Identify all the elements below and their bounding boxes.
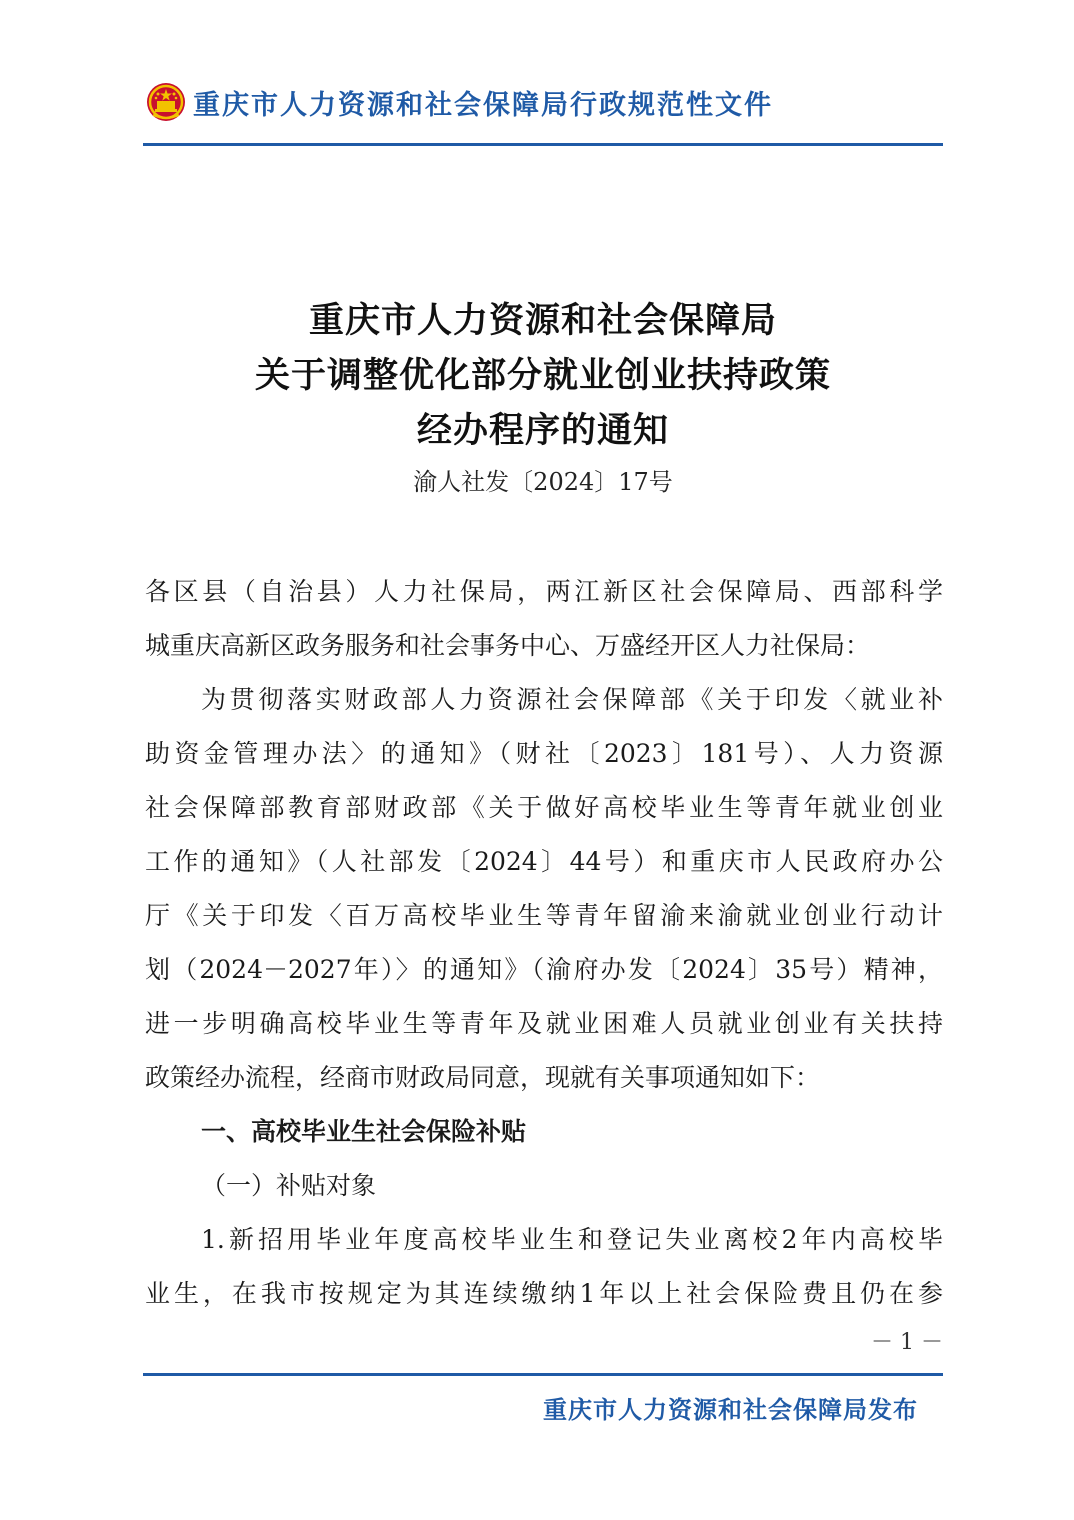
- document-title-line: 经办程序的通知: [416, 410, 669, 451]
- document-title-line: 重庆市人力资源和社会保障局: [308, 300, 777, 341]
- header-divider: [143, 143, 943, 146]
- body-line: 工作的通知》（人社部发〔2024〕44号）和重庆市人民政府办公: [145, 847, 943, 876]
- subsection-heading: （一）补贴对象: [201, 1171, 377, 1200]
- national-emblem-icon: [145, 81, 187, 123]
- page-number: － 1 －: [871, 1330, 943, 1355]
- body-line: 各区县（自治县）人力社保局，两江新区社会保障局、西部科学: [145, 577, 943, 606]
- footer-divider: [143, 1373, 943, 1376]
- body-line: 城重庆高新区政务服务和社会事务中心、万盛经开区人力社保局：: [145, 631, 871, 660]
- body-line: 厅《关于印发〈百万高校毕业生等青年留渝来渝就业创业行动计: [145, 901, 943, 930]
- body-line: 业生，在我市按规定为其连续缴纳1年以上社会保险费且仍在参: [145, 1279, 943, 1308]
- body-line: 进一步明确高校毕业生等青年及就业困难人员就业创业有关扶持: [145, 1009, 943, 1038]
- header-title: 重庆市人力资源和社会保障局行政规范性文件: [193, 89, 773, 121]
- body-line: 助资金管理办法〉的通知》（财社〔2023〕181号）、人力资源: [145, 739, 943, 768]
- document-number: 渝人社发〔2024〕17号: [413, 468, 673, 496]
- document-header: [145, 78, 945, 126]
- body-line: 1.新招用毕业年度高校毕业生和登记失业离校2年内高校毕: [201, 1225, 943, 1254]
- document-title-line: 关于调整优化部分就业创业扶持政策: [254, 355, 831, 396]
- document-body: [145, 565, 943, 1321]
- body-line: 政策经办流程，经商市财政局同意，现就有关事项通知如下：: [145, 1063, 821, 1092]
- document-title: [143, 293, 943, 458]
- section-heading: 一、高校毕业生社会保险补贴: [201, 1117, 527, 1146]
- body-line: 社会保障部教育部财政部《关于做好高校毕业生等青年就业创业: [145, 793, 943, 822]
- body-line: 为贯彻落实财政部人力资源社会保障部《关于印发〈就业补: [201, 685, 943, 714]
- footer-publisher: 重庆市人力资源和社会保障局发布: [543, 1396, 918, 1424]
- body-line: 划（2024－2027年）〉的通知》（渝府办发〔2024〕35号）精神，: [145, 955, 943, 984]
